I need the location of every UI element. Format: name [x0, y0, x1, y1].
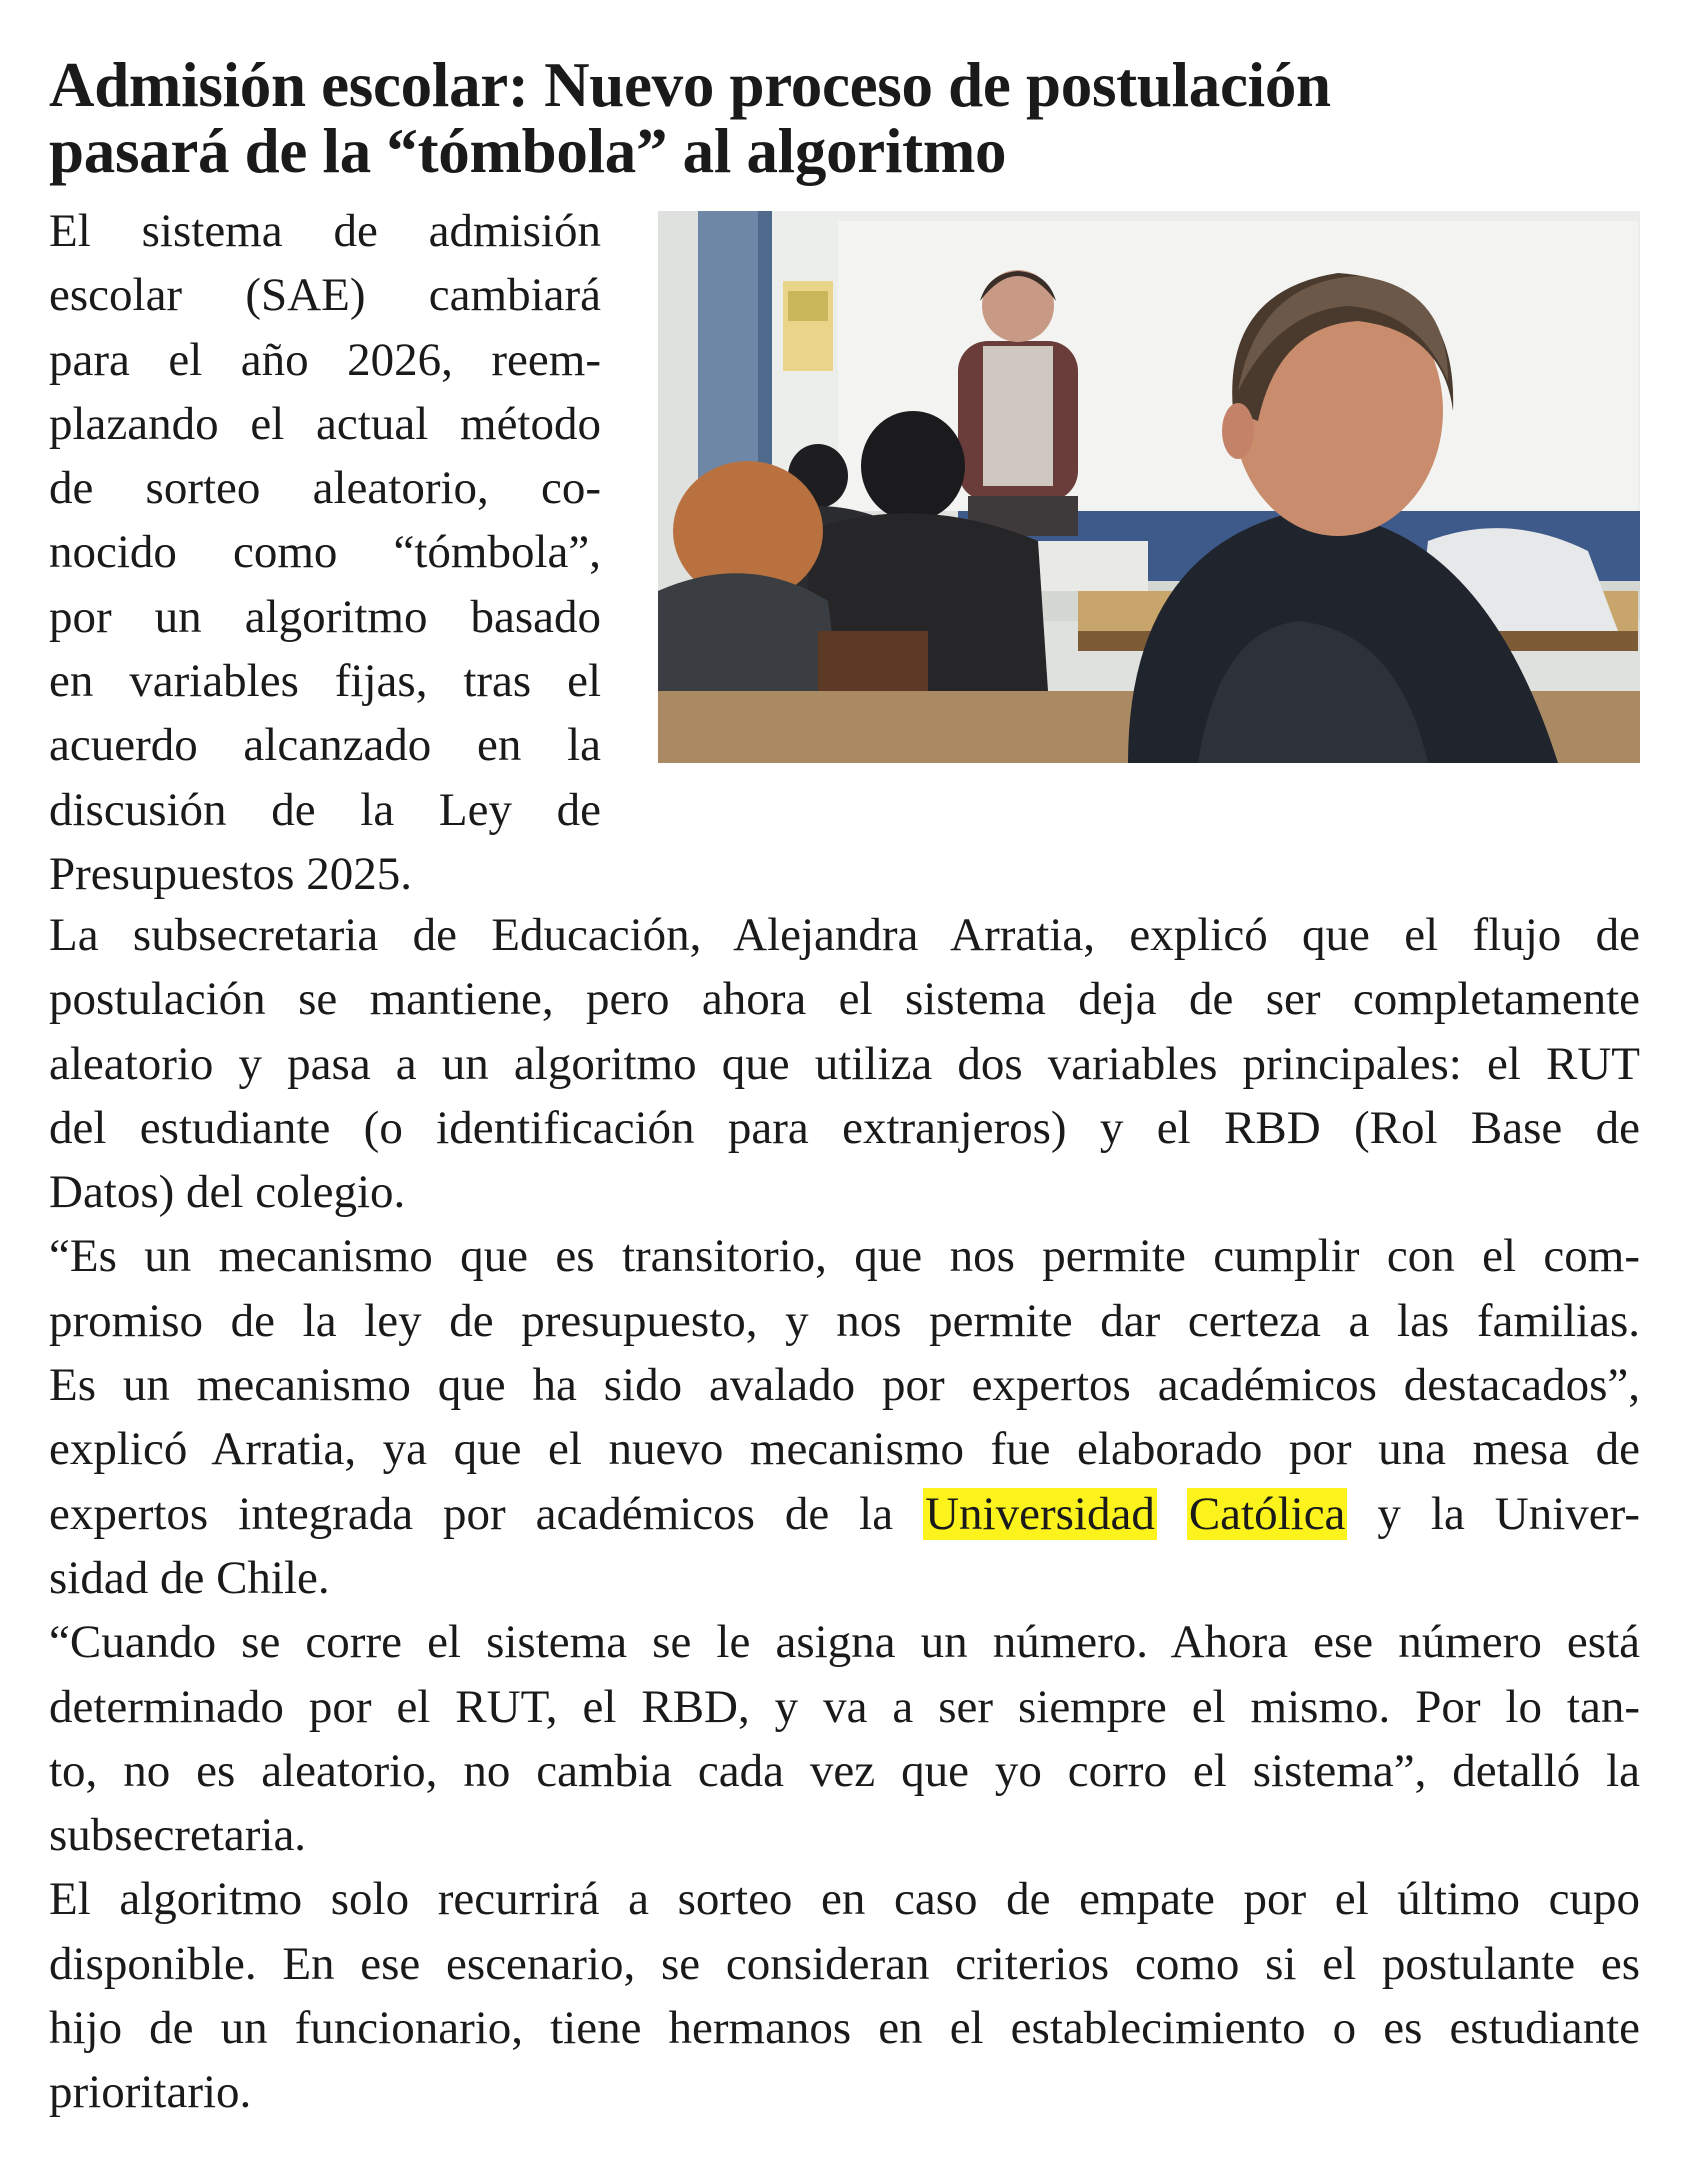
lead-line: para el año 2026, reem- — [49, 333, 601, 386]
body-line: aleatorio y pasa a un algoritmo que utiliza dos variables principales: el RUT — [49, 1037, 1640, 1090]
classroom-photo — [658, 211, 1640, 763]
article-headline — [49, 52, 1649, 184]
body-line: prioritario. — [49, 2066, 252, 2119]
body-line: promiso de la ley de presupuesto, y nos permite dar certeza a las familias. — [49, 1294, 1640, 1347]
highlighted-word: Universidad — [925, 1487, 1155, 1540]
body-line: El algoritmo solo recurrirá a sorteo en caso de empate por el último cupo — [49, 1873, 1640, 1926]
body-line: hijo de un funcionario, tiene hermanos en el establecimiento o es estudiante — [49, 2002, 1640, 2055]
body-line: subsecretaria. — [49, 1809, 307, 1862]
body-line: determinado por el RUT, el RBD, y va a ser siempre el mismo. Por lo tan- — [49, 1680, 1640, 1733]
body-line: La subsecretaria de Educación, Alejandra Arratia, explicó que el flujo de — [49, 909, 1640, 961]
classroom-photo-icon — [658, 211, 1640, 763]
body-line-highlighted — [49, 1482, 1640, 1546]
body-paragraph — [49, 1610, 1640, 1867]
text-segment: y la Univer- — [1377, 1487, 1641, 1540]
lead-line: de sorteo aleatorio, co- — [49, 462, 601, 515]
lead-paragraph — [49, 199, 601, 906]
body-paragraph — [49, 903, 1640, 1224]
body-line: “Cuando se corre el sistema se le asigna un número. Ahora ese número está — [49, 1616, 1640, 1669]
lead-line: acuerdo alcanzado en la — [49, 719, 601, 772]
lead-line: discusión de la Ley de — [49, 783, 601, 836]
lead-line: escolar (SAE) cambiará — [49, 269, 601, 322]
body-line: “Es un mecanismo que es transitorio, que nos permite cumplir con el com- — [49, 1230, 1640, 1283]
lead-line: nocido como “tómbola”, — [49, 526, 601, 579]
highlighted-word: Católica — [1188, 1487, 1346, 1540]
body-line: sidad de Chile. — [49, 1551, 330, 1604]
lead-line: plazando el actual método — [49, 397, 601, 450]
body-paragraph — [49, 1867, 1640, 2124]
body-line: to, no es aleatorio, no cambia cada vez que yo corro el sistema”, detalló la — [49, 1744, 1640, 1797]
body-line: Es un mecanismo que ha sido avalado por expertos académicos destacados”, — [49, 1359, 1640, 1412]
headline-line: Admisión escolar: Nuevo proceso de postulación — [49, 50, 1331, 120]
body-line: del estudiante (o identificación para extranjeros) y el RBD (Rol Base de — [49, 1101, 1640, 1154]
headline-line: pasará de la “tómbola” al algoritmo — [49, 116, 1007, 186]
body-line: explicó Arratia, ya que el nuevo mecanismo fue elaborado por una mesa de — [49, 1423, 1640, 1476]
body-line: disponible. En ese escenario, se consideran criterios como si el postulante es — [49, 1937, 1640, 1990]
lead-line: Presupuestos 2025. — [49, 847, 412, 900]
body-line: Datos) del colegio. — [49, 1166, 406, 1219]
body-line: postulación se mantiene, pero ahora el sistema deja de ser completamente — [49, 973, 1640, 1026]
lead-line: por un algoritmo basado — [49, 590, 601, 643]
body-paragraph — [49, 1224, 1640, 1610]
text-segment: expertos integrada por académicos de la — [49, 1487, 894, 1540]
article-body — [49, 903, 1640, 2125]
lead-line: en variables fijas, tras el — [49, 655, 601, 708]
lead-line: El sistema de admisión — [49, 205, 601, 257]
